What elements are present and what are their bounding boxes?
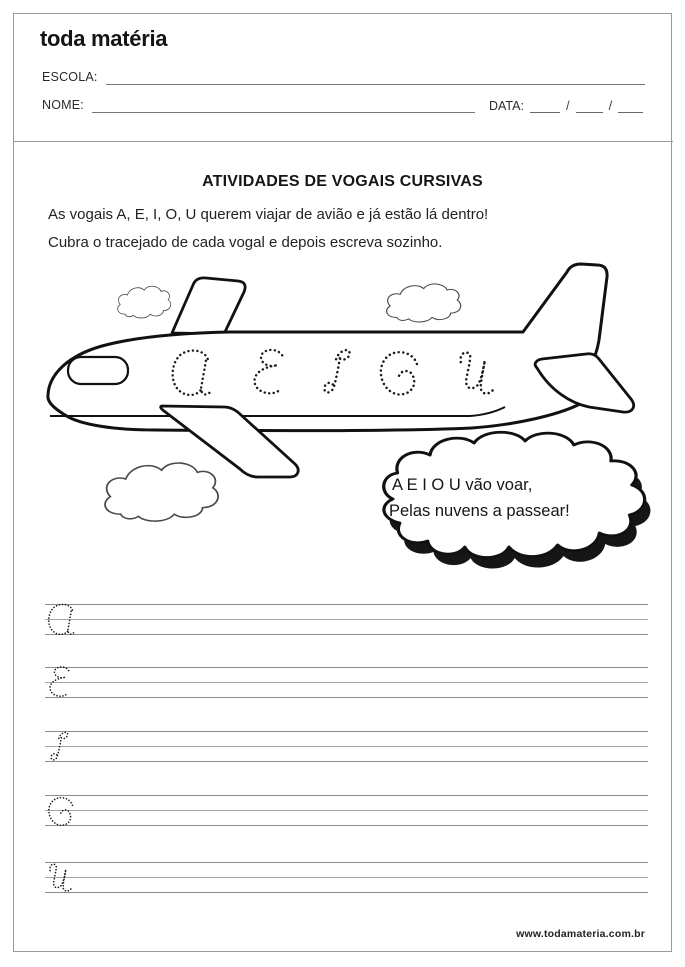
handwriting-line-top bbox=[45, 667, 648, 668]
cockpit-window bbox=[68, 357, 128, 384]
handwriting-line-middle bbox=[45, 877, 648, 878]
name-blank-line bbox=[92, 98, 475, 113]
handwriting-line-top bbox=[45, 862, 648, 863]
handwriting-line-top bbox=[45, 604, 648, 605]
name-row bbox=[42, 98, 475, 113]
date-separator: / bbox=[565, 98, 570, 113]
school-label: ESCOLA: bbox=[42, 70, 98, 84]
date-year-blank bbox=[618, 99, 643, 113]
handwriting-line-middle bbox=[45, 810, 648, 811]
instructions-line-1: As vogais A, E, I, O, U querem viajar de avião e já estão lá dentro! bbox=[48, 206, 489, 223]
school-row bbox=[42, 70, 645, 85]
airplane-far-wing bbox=[172, 278, 245, 334]
handwriting-line-top bbox=[45, 795, 648, 796]
practice-row-e bbox=[45, 667, 648, 707]
instructions bbox=[48, 201, 488, 257]
cloud-bottom-left bbox=[105, 463, 218, 521]
practice-row-i bbox=[45, 731, 648, 771]
dotted-vowel-u-small bbox=[47, 860, 83, 902]
handwriting-line-middle bbox=[45, 682, 648, 683]
practice-row-a bbox=[45, 604, 648, 644]
dotted-vowel-a-small bbox=[47, 602, 83, 644]
cloud-top-middle bbox=[387, 284, 461, 322]
header-divider bbox=[13, 141, 673, 142]
date-day-blank bbox=[530, 99, 560, 113]
dotted-vowel-e-small bbox=[47, 665, 83, 707]
name-label: NOME: bbox=[42, 98, 84, 112]
handwriting-line-middle bbox=[45, 619, 648, 620]
practice-row-u bbox=[45, 862, 648, 902]
airplane-illustration bbox=[40, 255, 655, 580]
small-cloud-top-left bbox=[118, 286, 171, 318]
handwriting-line-bottom bbox=[45, 761, 648, 762]
dotted-vowel-i-small bbox=[47, 729, 83, 771]
date-separator: / bbox=[608, 98, 613, 113]
toda-materia-logo: toda matéria bbox=[40, 26, 168, 51]
practice-row-o bbox=[45, 795, 648, 835]
date-label: DATA: bbox=[489, 99, 524, 113]
worksheet-title: ATIVIDADES DE VOGAIS CURSIVAS bbox=[202, 173, 483, 190]
handwriting-line-bottom bbox=[45, 697, 648, 698]
speech-line-1: A E I O U vão voar, bbox=[392, 476, 533, 494]
speech-cloud bbox=[384, 432, 651, 568]
handwriting-line-bottom bbox=[45, 634, 648, 635]
handwriting-line-bottom bbox=[45, 892, 648, 893]
handwriting-line-middle bbox=[45, 746, 648, 747]
speech-line-2: Pelas nuvens a passear! bbox=[389, 502, 570, 520]
footer-url: www.todamateria.com.br bbox=[516, 928, 645, 940]
school-blank-line bbox=[106, 70, 645, 85]
instructions-line-2: Cubra o tracejado de cada vogal e depois escreva sozinho. bbox=[48, 234, 443, 251]
date-row bbox=[489, 98, 643, 113]
dotted-vowel-o-small bbox=[47, 793, 83, 835]
handwriting-line-bottom bbox=[45, 825, 648, 826]
handwriting-line-top bbox=[45, 731, 648, 732]
date-month-blank bbox=[576, 99, 603, 113]
